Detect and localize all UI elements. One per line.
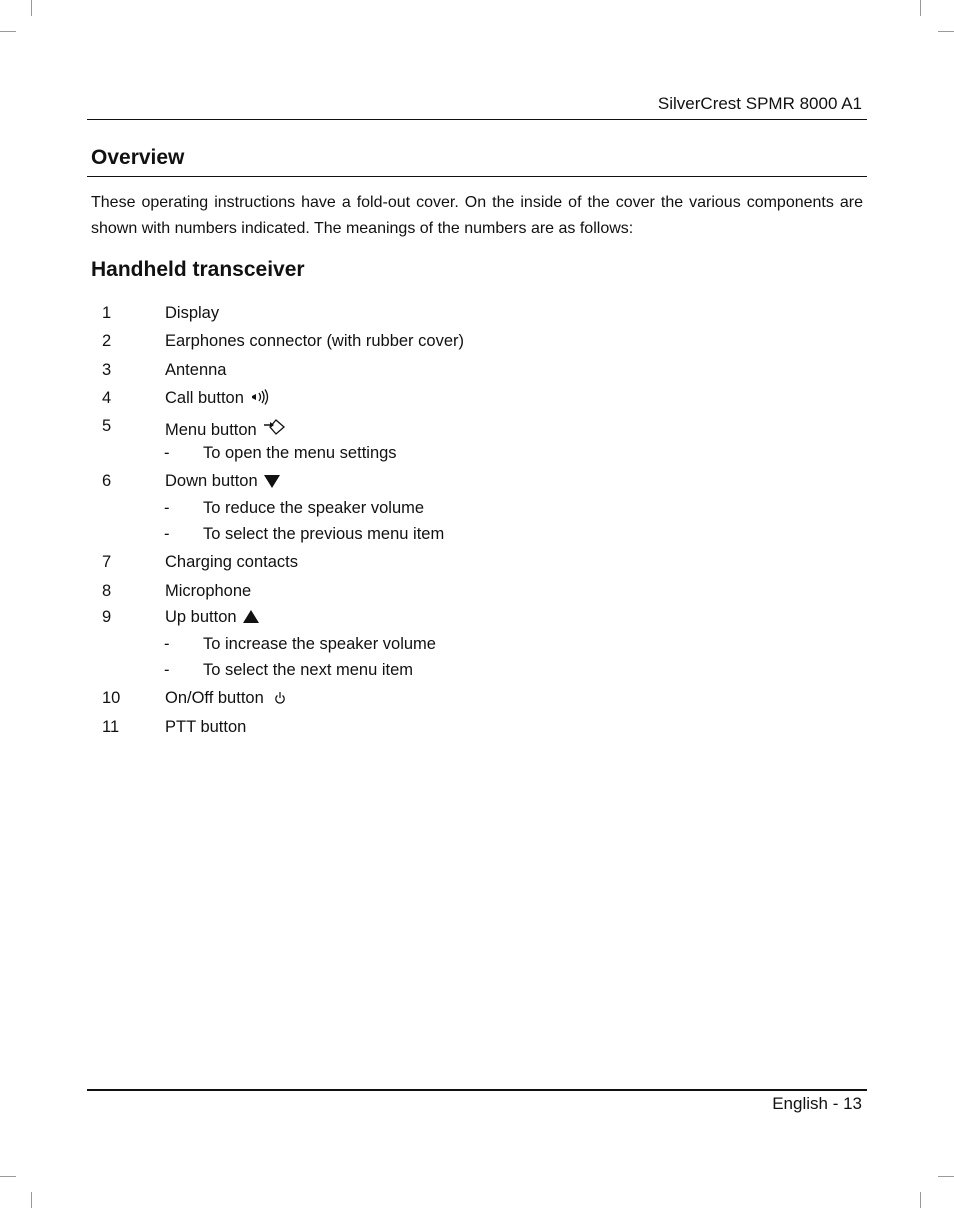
item-number: 2 [102,332,112,350]
item-label: Antenna [165,361,227,379]
sub-item-label: To select the previous menu item [203,525,445,543]
crop-mark [920,1192,921,1208]
item-label-text: Up button [165,608,237,626]
footer-separator: - [827,1094,844,1113]
crop-mark [938,1176,954,1177]
item-number: 4 [102,389,112,407]
crop-mark [0,31,16,32]
item-label [165,472,280,493]
sub-marker: - [164,525,170,543]
item-number: 7 [102,553,112,571]
menu-icon [263,417,287,442]
crop-mark [938,31,954,32]
item-label [165,608,259,629]
page-number: 13 [843,1094,862,1113]
item-label [165,417,287,442]
item-label: Microphone [165,582,252,600]
sub-item-label: To open the menu settings [203,444,397,462]
item-number: 9 [102,608,112,626]
sub-item-label: To increase the speaker volume [203,635,436,653]
item-label [165,689,286,710]
item-label: PTT button [165,718,247,736]
footer-language: English [772,1094,828,1113]
crop-mark [920,0,921,16]
sub-marker: - [164,635,170,653]
sub-item-label: To select the next menu item [203,661,414,679]
handheld-heading: Handheld transceiver [91,258,305,281]
item-label: Earphones connector (with rubber cover) [165,332,464,350]
item-number: 1 [102,304,112,322]
item-label-text: Menu button [165,421,257,439]
down-triangle-icon [264,474,280,493]
up-triangle-icon [243,610,259,629]
item-number: 8 [102,582,112,600]
item-label-text: Down button [165,472,258,490]
overview-heading: Overview [91,146,185,169]
crop-mark [31,1192,32,1208]
item-number: 6 [102,472,112,490]
item-label: Display [165,304,220,322]
item-label: Charging contacts [165,553,298,571]
intro-paragraph: These operating instructions have a fold-out cover. On the inside of the cover the various components are shown with numbers indicated. The meanings of the numbers are as follows: [91,194,863,237]
footer-page-info [772,1094,862,1114]
sub-marker: - [164,661,170,679]
item-number: 11 [102,718,120,736]
sub-item-label: To reduce the speaker volume [203,499,425,517]
sub-marker: - [164,499,170,517]
item-label-text: Call button [165,389,244,407]
item-number: 10 [102,689,121,707]
power-icon [274,691,286,710]
header-rule [87,119,867,120]
sub-marker: - [164,444,170,462]
item-number: 5 [102,417,112,435]
item-label [165,389,272,410]
footer-rule [87,1089,867,1091]
header-title: SilverCrest SPMR 8000 A1 [657,94,862,113]
call-icon [250,389,272,410]
item-label-text: On/Off button [165,689,264,707]
crop-mark [31,0,32,16]
crop-mark [0,1176,16,1177]
item-number: 3 [102,361,112,379]
section-rule [87,176,867,177]
